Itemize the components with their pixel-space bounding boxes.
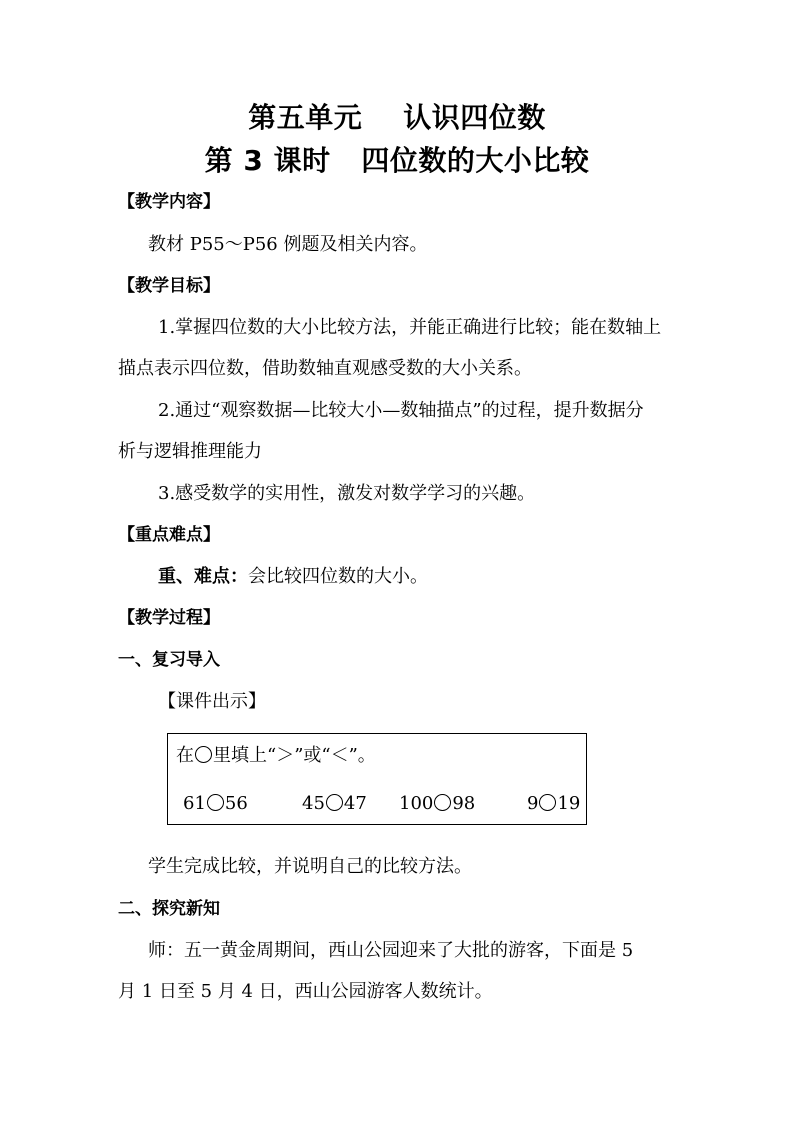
comparison-left: 100 <box>399 793 434 814</box>
goal-1-line-2: 描点表示四位数，借助数轴直观感受数的大小关系。 <box>118 358 532 379</box>
comparison-right: 47 <box>343 793 367 814</box>
teacher-speech-line-2: 月 1 日至 5 月 4 日，西山公园游客人数统计。 <box>118 981 493 1002</box>
comparison-left: 61 <box>183 793 206 814</box>
teaching-process-heading: 【教学过程】 <box>118 608 220 628</box>
exercise-box <box>167 733 587 825</box>
comparison-circle-icon <box>434 794 451 811</box>
instruction-before: 在 <box>176 745 194 766</box>
comparison-circle-icon <box>326 794 343 811</box>
goal-2-line-2: 析与逻辑推理能力 <box>118 441 262 462</box>
key-points-content: 会比较四位数的大小。 <box>248 566 428 587</box>
key-points-heading: 【重点难点】 <box>118 525 220 545</box>
instruction-after: 里填上“＞”或“＜”。 <box>213 745 376 766</box>
comparison-item <box>399 792 475 816</box>
comparison-left: 45 <box>302 793 325 814</box>
comparison-item <box>302 792 367 816</box>
comparison-right: 56 <box>224 793 248 814</box>
part-1-heading: 一、复习导入 <box>118 650 220 670</box>
blank-circle-icon <box>195 746 212 763</box>
key-points-text <box>158 565 428 589</box>
goal-1-line-1: 1.掌握四位数的大小比较方法，并能正确进行比较；能在数轴上 <box>158 317 662 338</box>
comparison-circle-icon <box>539 794 556 811</box>
teaching-content-heading: 【教学内容】 <box>118 192 220 212</box>
goal-2-line-1: 2.通过“观察数据—比较大小—数轴描点”的过程，提升数据分 <box>158 400 644 421</box>
student-activity-text: 学生完成比较，并说明自己的比较方法。 <box>148 856 472 877</box>
comparison-circle-icon <box>207 794 224 811</box>
comparison-right: 19 <box>557 793 581 814</box>
teaching-content-text: 教材 P55～P56 例题及相关内容。 <box>148 234 428 255</box>
comparison-left: 9 <box>527 793 539 814</box>
lesson-title: 第 3 课时 四位数的大小比较 <box>204 144 590 177</box>
part-2-heading: 二、探究新知 <box>118 899 220 919</box>
key-points-label: 重、难点： <box>158 566 248 587</box>
teaching-goals-heading: 【教学目标】 <box>118 276 220 296</box>
unit-title: 第五单元 认识四位数 <box>248 101 546 134</box>
exercise-instruction <box>176 744 376 768</box>
comparison-right: 98 <box>452 793 476 814</box>
courseware-label: 【课件出示】 <box>158 691 266 712</box>
teacher-speech-line-1: 师：五一黄金周期间，西山公园迎来了大批的游客，下面是 5 <box>148 940 634 961</box>
comparison-item <box>527 792 580 816</box>
comparison-item <box>183 792 248 816</box>
goal-3: 3.感受数学的实用性，激发对数学学习的兴趣。 <box>158 483 536 504</box>
